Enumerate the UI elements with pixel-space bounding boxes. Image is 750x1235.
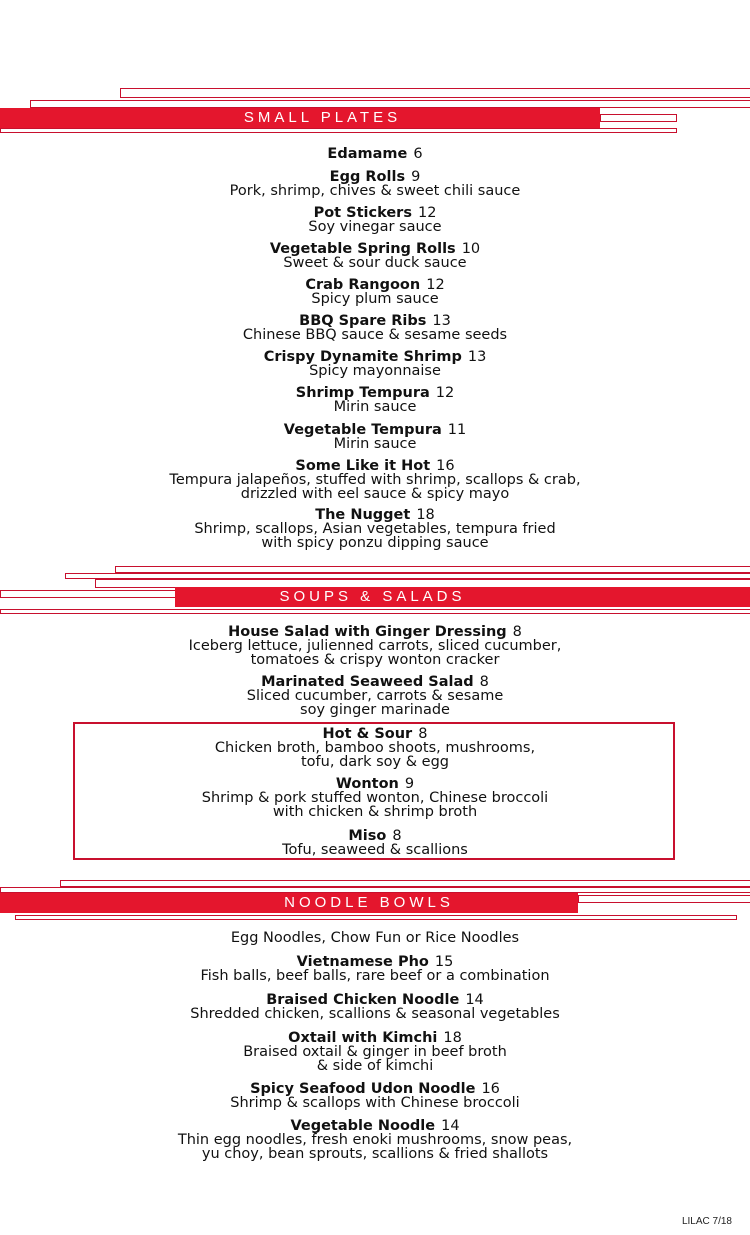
menu-item: Egg Rolls 9 Pork, shrimp, chives & sweet chili sauce xyxy=(229,169,521,199)
decorative-rule xyxy=(578,895,750,903)
decorative-rule xyxy=(0,590,177,598)
section-title: SMALL PLATES xyxy=(0,108,600,128)
menu-item: Miso 8 Tofu, seaweed & scallions xyxy=(282,828,468,858)
menu-item: Vegetable Tempura 11 Mirin sauce xyxy=(283,422,467,452)
menu-item: The Nugget 18 Shrimp, scallops, Asian vegetables, tempura fried with spicy ponzu dipping sauce xyxy=(194,507,556,551)
decorative-rule xyxy=(15,915,737,920)
menu-item: Braised Chicken Noodle 14 Shredded chicken, scallions & seasonal vegetables xyxy=(190,992,560,1022)
decorative-rule xyxy=(0,128,677,133)
menu-item: Marinated Seaweed Salad 8 Sliced cucumber, carrots & sesame soy ginger marinade xyxy=(246,674,504,718)
decorative-rule xyxy=(60,880,750,887)
menu-item: Some Like it Hot 16 Tempura jalapeños, stuffed with shrimp, scallops & crab, drizzled with eel sauce & spicy mayo xyxy=(169,458,581,502)
menu-item: Wonton 9 Shrimp & pork stuffed wonton, Chinese broccoli with chicken & shrimp broth xyxy=(201,776,549,820)
menu-item: Edamame 6 xyxy=(327,146,423,162)
decorative-rule xyxy=(30,100,750,108)
menu-code: LILAC 7/18 xyxy=(681,1216,732,1227)
menu-item: Vegetable Noodle 14 Thin egg noodles, fresh enoki mushrooms, snow peas, yu choy, bean sprouts, scallions & fried shallots xyxy=(177,1118,573,1162)
menu-item: Shrimp Tempura 12 Mirin sauce xyxy=(295,385,455,415)
decorative-rule xyxy=(600,114,677,122)
decorative-rule xyxy=(120,88,750,98)
decorative-rule xyxy=(115,566,750,573)
menu-item: Crab Rangoon 12 Spicy plum sauce xyxy=(305,277,445,307)
menu-item: Hot & Sour 8 Chicken broth, bamboo shoots, mushrooms, tofu, dark soy & egg xyxy=(214,726,536,770)
menu-item: BBQ Spare Ribs 13 Chinese BBQ sauce & sesame seeds xyxy=(242,313,508,343)
section-title: SOUPS & SALADS xyxy=(175,587,750,607)
noodle-intro: Egg Noodles, Chow Fun or Rice Noodles xyxy=(230,930,520,946)
menu-item: House Salad with Ginger Dressing 8 Iceberg lettuce, julienned carrots, sliced cucumber, tomatoes & crispy wonton cracker xyxy=(188,624,562,668)
menu-item: Vietnamese Pho 15 Fish balls, beef balls, rare beef or a combination xyxy=(200,954,550,984)
menu-item: Oxtail with Kimchi 18 Braised oxtail & ginger in beef broth & side of kimchi xyxy=(243,1030,507,1074)
section-title: NOODLE BOWLS xyxy=(0,893,578,913)
menu-item: Pot Stickers 12 Soy vinegar sauce xyxy=(308,205,442,235)
menu-item: Vegetable Spring Rolls 10 Sweet & sour duck sauce xyxy=(269,241,481,271)
decorative-rule xyxy=(0,609,750,614)
menu-item: Crispy Dynamite Shrimp 13 Spicy mayonnaise xyxy=(263,349,487,379)
menu-item: Spicy Seafood Udon Noodle 16 Shrimp & scallops with Chinese broccoli xyxy=(230,1081,520,1111)
